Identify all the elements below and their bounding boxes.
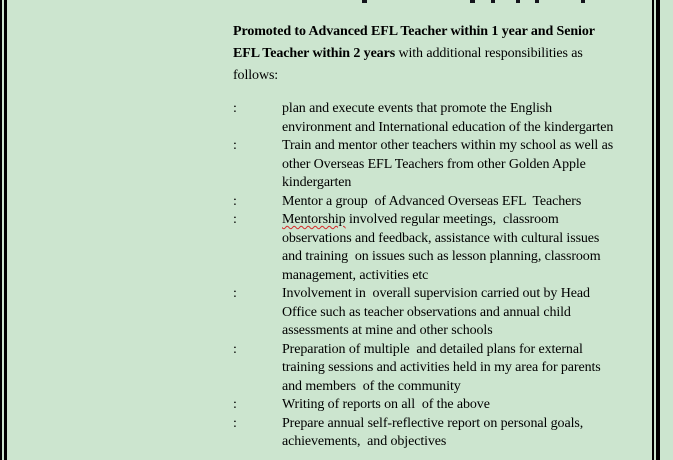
list-item-line: Mentor a group of Advanced Overseas EFL Teachers bbox=[282, 193, 582, 209]
list-item-line: other Overseas EFL Teachers from other Golden Apple bbox=[282, 156, 586, 172]
page-border-right-thin bbox=[652, 0, 654, 460]
list-item-line: and training on issues such as lesson planning, classroom bbox=[282, 249, 601, 264]
heading-line bbox=[233, 21, 643, 43]
list-bullet-colon: : bbox=[233, 138, 237, 153]
list-item bbox=[233, 137, 643, 193]
heading-line bbox=[233, 43, 643, 65]
heading-bold-text: Promoted to Advanced EFL Teacher within 1 year and Senior bbox=[233, 24, 595, 39]
misspelled-word: Mentorship bbox=[282, 212, 346, 227]
heading-bold-text: EFL Teacher within 2 years bbox=[233, 46, 396, 61]
page-border-left-thin bbox=[0, 0, 2, 460]
list-bullet-colon: : bbox=[233, 341, 237, 357]
list-item bbox=[233, 415, 643, 452]
list-item-line: achievements, and objectives bbox=[282, 434, 447, 449]
list-item-line: Preparation of multiple and detailed plans for external bbox=[282, 341, 583, 357]
clipped-text-remnants bbox=[0, 0, 673, 5]
heading-line bbox=[233, 65, 643, 87]
list-item-line: Mentorship involved regular meetings, classroom bbox=[282, 212, 559, 227]
clipped-descender-mark bbox=[581, 0, 585, 3]
list-item bbox=[233, 341, 643, 397]
page-border-right-thick bbox=[656, 0, 660, 460]
list-item bbox=[233, 285, 643, 341]
list-item bbox=[233, 396, 643, 415]
list-bullet-colon: : bbox=[233, 415, 237, 431]
list-item bbox=[233, 100, 643, 137]
list-item-line: management, activities etc bbox=[282, 267, 429, 283]
list-bullet-colon: : bbox=[233, 193, 237, 209]
list-item bbox=[233, 193, 643, 212]
list-item-line: and members of the community bbox=[282, 378, 461, 394]
clipped-descender-mark bbox=[362, 0, 367, 3]
page-border-left-thick bbox=[4, 0, 7, 460]
list-item-line: observations and feedback, assistance with cultural issues bbox=[282, 230, 600, 246]
list-bullet-colon: : bbox=[233, 286, 237, 301]
list-item-line: Prepare annual self-reflective report on personal goals, bbox=[282, 415, 584, 431]
clipped-descender-mark bbox=[491, 0, 495, 3]
clipped-descender-mark bbox=[470, 0, 475, 3]
heading-regular-text: with additional responsibilities as bbox=[395, 46, 583, 61]
responsibilities-list bbox=[233, 100, 643, 452]
list-item-line: assessments at mine and other schools bbox=[282, 323, 493, 338]
list-bullet-colon: : bbox=[233, 212, 237, 227]
heading-regular-text: follows: bbox=[233, 68, 279, 83]
list-item-line: environment and International education of the kindergarten bbox=[282, 119, 614, 135]
list-item-line: Writing of reports on all of the above bbox=[282, 397, 490, 412]
paragraph-spacer bbox=[233, 87, 643, 100]
list-item-line: Office such as teacher observations and annual child bbox=[282, 304, 571, 320]
list-item-line: kindergarten bbox=[282, 175, 352, 190]
clipped-descender-mark bbox=[516, 0, 520, 3]
list-item-line: training sessions and activities held in my area for parents bbox=[282, 360, 601, 375]
list-item-line: plan and execute events that promote the English bbox=[282, 101, 553, 116]
promotion-heading bbox=[233, 21, 643, 87]
list-item-line: Train and mentor other teachers within my school as well as bbox=[282, 138, 614, 153]
list-bullet-colon: : bbox=[233, 101, 237, 116]
list-bullet-colon: : bbox=[233, 397, 237, 412]
clipped-descender-mark bbox=[535, 0, 539, 3]
document-content bbox=[233, 21, 643, 452]
list-item bbox=[233, 211, 643, 285]
list-item-line: Involvement in overall supervision carried out by Head bbox=[282, 286, 590, 301]
